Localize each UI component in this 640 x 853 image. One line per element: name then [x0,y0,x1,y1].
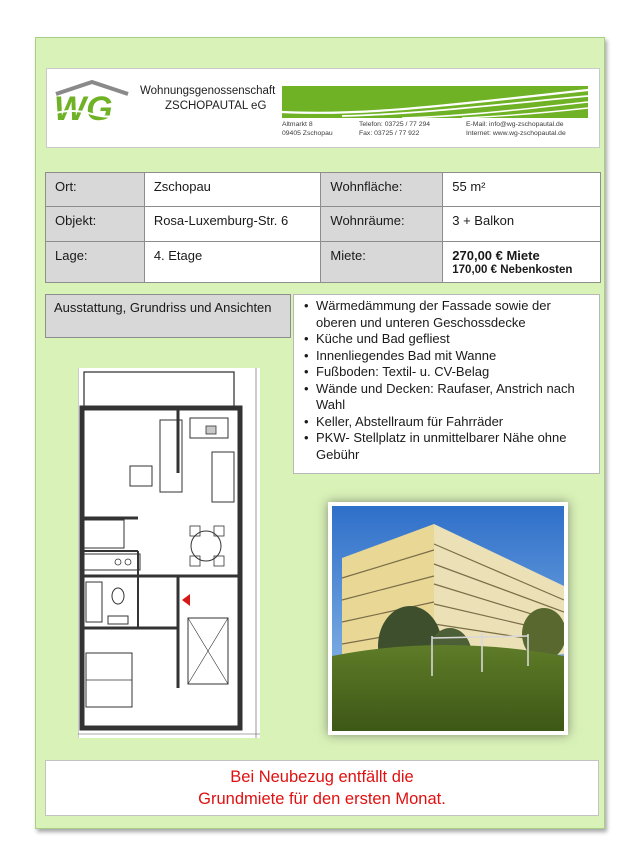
table-row [46,242,601,283]
list-item: • Wände und Decken: Raufaser, Anstrich nach Wahl [316,381,593,414]
table-row [46,207,601,242]
value-objekt: Rosa-Luxemburg-Str. 6 [144,207,321,242]
value-lage: 4. Etage [144,242,321,283]
features-heading: Ausstattung, Grundriss und Ansichten [45,294,291,338]
table-row [46,173,601,207]
features-list [302,298,593,463]
move-in-notice [45,760,599,816]
svg-text:WG: WG [54,90,113,124]
value-miete [443,242,601,283]
contact-block [466,120,566,138]
value-wohnflaeche: 55 m² [443,173,601,207]
label-miete: Miete: [321,242,443,283]
list-item: • Fußboden: Textil- u. CV-Belag [316,364,593,381]
utility-costs: 170,00 € Nebenkosten [452,264,573,276]
building-photo [328,502,568,735]
address-block [282,120,333,138]
address-street: Altmarkt 8 [282,121,313,128]
company-name [140,84,275,114]
notice-line-2: Grundmiete für den ersten Monat. [198,790,446,808]
notice-line-1: Bei Neubezug entfällt die [230,768,414,786]
address-city: 09405 Zschopau [282,130,333,137]
company-line-2: ZSCHOPAUTAL eG [165,100,267,112]
label-wohnflaeche: Wohnfläche: [321,173,443,207]
value-wohnraeume: 3 + Balkon [443,207,601,242]
value-ort: Zschopau [144,173,321,207]
phone-block [359,120,430,138]
list-item: • PKW- Stellplatz in unmittelbarer Nähe ohne Gebühr [316,430,593,463]
green-wave-banner [282,86,588,118]
email-link[interactable]: E-Mail: info@wg-zschopautal.de [466,121,564,128]
rent-amount: 270,00 € Miete [452,248,540,263]
fax-number: Fax: 03725 / 77 922 [359,130,420,137]
website-link[interactable]: Internet: www.wg-zschopautal.de [466,130,566,137]
list-item: • Keller, Abstellraum für Fahrräder [316,414,593,431]
phone-number: Telefon: 03725 / 77 294 [359,121,431,128]
label-ort: Ort: [46,173,145,207]
label-objekt: Objekt: [46,207,145,242]
wg-logo [52,80,132,124]
company-line-1: Wohnungsgenossenschaft [140,85,276,97]
apartment-details-table [45,172,601,283]
features-list-box [293,294,600,474]
list-item: • Küche und Bad gefliest [316,331,593,348]
list-item: • Innenliegendes Bad mit Wanne [316,348,593,365]
list-item: • Wärmedämmung der Fassade sowie der oberen und unteren Geschossdecke [316,298,593,331]
label-lage: Lage: [46,242,145,283]
label-wohnraeume: Wohnräume: [321,207,443,242]
floor-plan [78,368,260,738]
building-image [332,506,564,731]
